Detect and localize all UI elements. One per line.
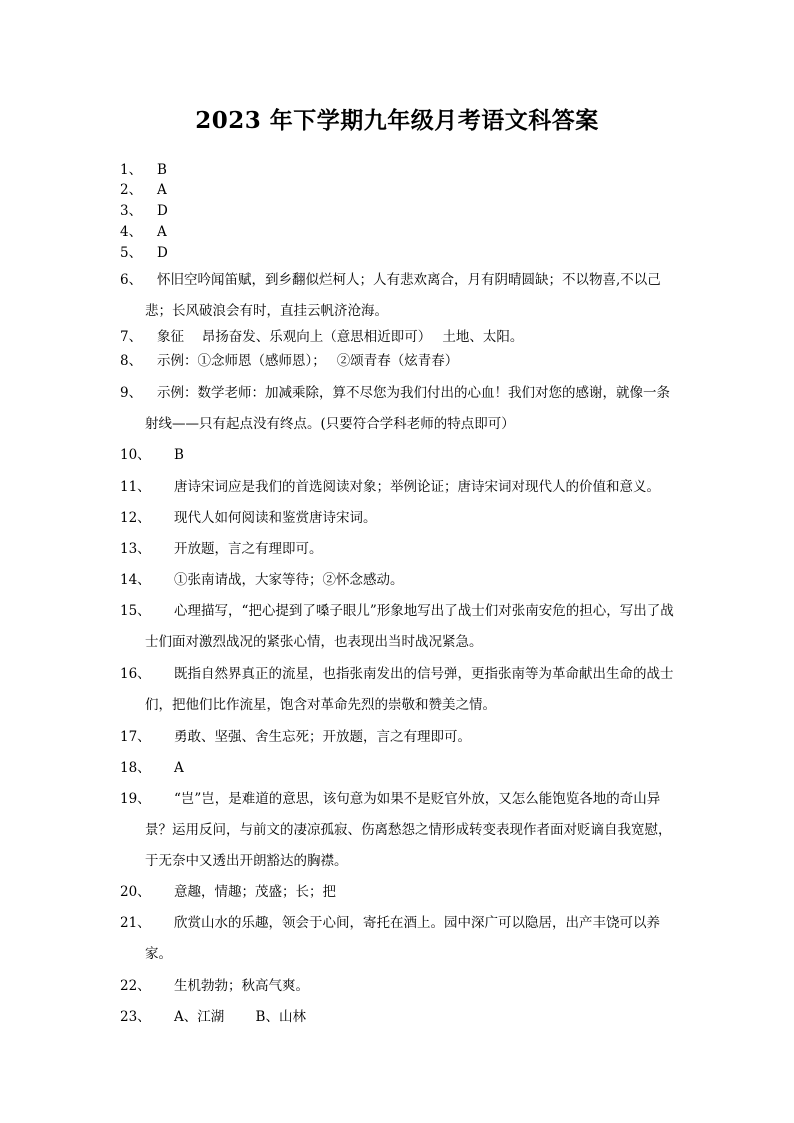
answer-text: 唐诗宋词应是我们的首选阅读对象；举例论证；唐诗宋词对现代人的价值和意义。: [174, 479, 660, 495]
answer-number: 2、: [120, 182, 143, 198]
answer-number: 10、: [120, 447, 151, 463]
list-item: [120, 971, 680, 1002]
document-title: 2023 年下学期九年级月考语文科答案: [195, 107, 599, 134]
list-item: [120, 534, 680, 565]
answer-text: 意趣，情趣；茂盛；长；把: [174, 884, 336, 900]
answer-text: A: [174, 760, 184, 776]
list-item: [120, 908, 680, 970]
answer-number: 23、: [120, 1009, 151, 1025]
answer-number: 19、: [120, 791, 151, 807]
list-item: [120, 1002, 680, 1033]
answer-text: 开放题，言之有理即可。: [174, 541, 323, 557]
list-item: [120, 378, 680, 440]
answer-text: [120, 596, 680, 658]
list-item: [120, 265, 680, 327]
answer-number: 4、: [120, 224, 143, 240]
list-item: [120, 722, 680, 753]
answer-text: 勇敢、坚强、舍生忘死；开放题，言之有理即可。: [174, 729, 471, 745]
list-item: [120, 160, 680, 180]
answer-text: 生机勃勃；秋高气爽。: [174, 978, 309, 994]
answer-text-body: 怀旧空吟闻笛赋，到乡翻似烂柯人；人有悲欢离合，月有阴晴圆缺；不以物喜,不以己悲；长风破浪会有时，直挂云帆济沧海。: [145, 272, 661, 319]
answer-text: D: [157, 245, 168, 261]
answer-text: [120, 378, 680, 440]
answer-number: 12、: [120, 510, 151, 526]
answer-text-body: 既指自然界真正的流星，也指张南发出的信号弹，更指张南等为革命献出生命的战士们，把他们比作流星，饱含对革命先烈的崇敬和赞美之情。: [145, 666, 674, 713]
answer-number: 11、: [120, 479, 151, 495]
list-item: [120, 346, 680, 377]
list-item: [120, 565, 680, 596]
answer-text: ①张南请战，大家等待；②怀念感动。: [174, 572, 404, 588]
answer-number: 6、: [120, 272, 143, 288]
answer-number: 22、: [120, 978, 151, 994]
answer-text: [120, 908, 680, 970]
answer-text: [120, 659, 680, 721]
answer-number: 17、: [120, 729, 151, 745]
list-item: [120, 784, 680, 877]
answer-text-body: 欣赏山水的乐趣，领会于心间，寄托在酒上。园中深广可以隐居，出产丰饶可以养家。: [145, 915, 660, 962]
answer-text: [120, 784, 680, 877]
list-item: [120, 753, 680, 784]
answer-text: B: [174, 447, 184, 463]
answer-number: 15、: [120, 603, 151, 619]
answer-text: A: [157, 182, 167, 198]
answer-text-body: “岂”岂，是难道的意思，该句意为如果不是贬官外放，又怎么能饱览各地的奇山异景？运用反问，与前文的凄凉孤寂、伤离愁怨之情形成转变表现作者面对贬谪自我宽慰，于无奈中又透出开朗豁达的胸襟。: [145, 791, 672, 869]
list-item: [120, 201, 680, 221]
answer-text: 象征 昂扬奋发、乐观向上（意思相近即可） 土地、太阳。: [157, 329, 524, 345]
answer-number: 20、: [120, 884, 151, 900]
answer-text: 现代人如何阅读和鉴赏唐诗宋词。: [174, 510, 377, 526]
list-item: [120, 596, 680, 658]
answer-text: [120, 265, 680, 327]
answer-text: 示例：①念师恩（感师恩）； ②颂青春（炫青春）: [157, 353, 459, 369]
list-item: [120, 877, 680, 908]
list-item: [120, 659, 680, 721]
answer-text: A、江湖 B、山林: [174, 1009, 306, 1025]
list-item: [120, 180, 680, 200]
answer-text: D: [157, 203, 168, 219]
answer-number: 9、: [120, 385, 143, 401]
answer-number: 14、: [120, 572, 151, 588]
list-item: [120, 243, 680, 263]
answer-text: A: [157, 224, 167, 240]
answer-text-body: 示例：数学老师：加减乘除，算不尽您为我们付出的心血！我们对您的感谢，就像一条射线——只有起点没有终点。(只要符合学科老师的特点即可）: [145, 385, 670, 432]
list-item: [120, 440, 680, 471]
answer-text-body: 心理描写，“把心提到了嗓子眼儿”形象地写出了战士们对张南安危的担心，写出了战士们面对激烈战况的紧张心情，也表现出当时战况紧急。: [145, 603, 674, 650]
list-item: [120, 503, 680, 534]
answer-number: 7、: [120, 329, 143, 345]
answer-number: 8、: [120, 353, 143, 369]
answer-number: 3、: [120, 203, 143, 219]
answer-number: 21、: [120, 915, 151, 931]
answer-number: 1、: [120, 162, 143, 178]
list-item: [120, 472, 700, 503]
answer-number: 16、: [120, 666, 151, 682]
answer-number: 18、: [120, 760, 151, 776]
list-item: [120, 222, 680, 242]
answer-number: 5、: [120, 245, 143, 261]
answer-text: B: [157, 162, 167, 178]
answer-number: 13、: [120, 541, 151, 557]
